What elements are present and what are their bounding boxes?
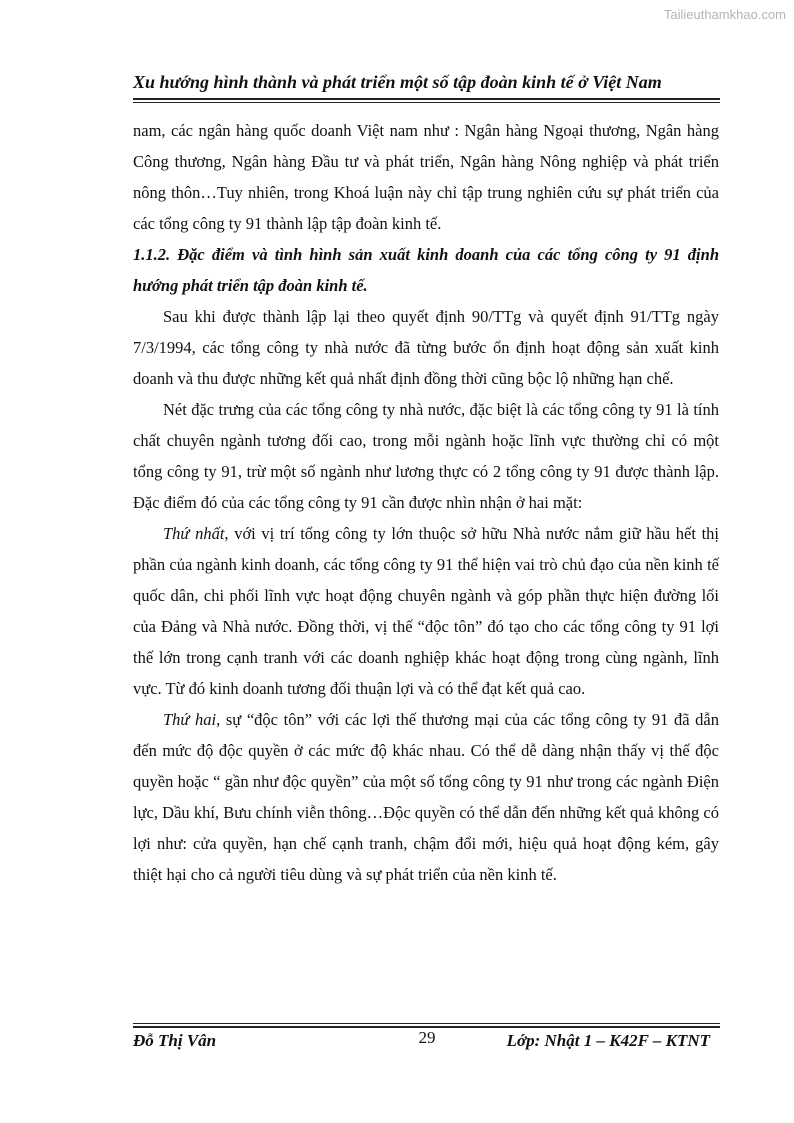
footer-rule-thin: [133, 1023, 720, 1024]
paragraph-second-aspect: [133, 704, 719, 890]
second-aspect-lead: Thứ hai: [163, 710, 217, 729]
document-body: [133, 115, 719, 890]
paragraph-characteristics: Nét đặc trưng của các tổng công ty nhà nước, đặc biệt là các tổng công ty 91 là tính chất chuyên ngành tương đối cao, trong mỗi ngành hoặc lĩnh vực thường chỉ có một tổng công ty 91, trừ một số ngành như lương thực có 2 tổng công ty 91 được thành lập. Đặc điểm đó của các tổng công ty 91 cần được nhìn nhận ở hai mặt:: [133, 400, 719, 512]
section-heading: 1.1.2. Đặc điểm và tình hình sản xuất kinh doanh của các tổng công ty 91 định hướng phát triển tập đoàn kinh tế.: [133, 245, 719, 295]
header-rule: [133, 98, 720, 100]
paragraph-first-aspect: [133, 518, 719, 704]
first-aspect-lead: Thứ nhất: [163, 524, 225, 543]
page-header-title: Xu hướng hình thành và phát triển một số tập đoàn kinh tế ở Việt Nam: [133, 72, 662, 92]
header-rule-thin: [133, 102, 720, 103]
page-number: 29: [418, 1028, 436, 1047]
watermark: Tailieuthamkhao.com: [663, 7, 786, 22]
paragraph-background: Sau khi được thành lập lại theo quyết định 90/TTg và quyết định 91/TTg ngày 7/3/1994, các tổng công ty nhà nước đã từng bước ổn định hoạt động sản xuất kinh doanh và thu được những kết quả nhất định đồng thời cũng bộc lộ những hạn chế.: [133, 307, 719, 388]
paragraph-intro: nam, các ngân hàng quốc doanh Việt nam như : Ngân hàng Ngoại thương, Ngân hàng Công thương, Ngân hàng Đầu tư và phát triển, Ngân hàng Nông nghiệp và phát triển nông thôn…Tuy nhiên, trong Khoá luận này chỉ tập trung nghiên cứu sự phát triển của các tổng công ty 91 thành lập tập đoàn kinh tế.: [133, 121, 719, 233]
footer-class-info: Lớp: Nhật 1 – K42F – KTNT: [506, 1031, 710, 1050]
first-aspect-text: , với vị trí tổng công ty lớn thuộc sở hữu Nhà nước nắm giữ hầu hết thị phần của ngành kinh doanh, các tổng công ty 91 thể hiện vai trò chủ đạo của nền kinh tế quốc dân, chi phối lĩnh vực hoạt động chuyên ngành và góp phần thực hiện đường lối của Đảng và Nhà nước. Đồng thời, vị thế “độc tôn” đó tạo cho các tổng công ty 91 lợi thế lớn trong cạnh tranh với các doanh nghiệp khác hoạt động trong cùng ngành, lĩnh vực. Từ đó kinh doanh tương đối thuận lợi và có thể đạt kết quả cao.: [133, 524, 720, 698]
footer-author: Đỗ Thị Vân: [133, 1031, 217, 1050]
second-aspect-text: , sự “độc tôn” với các lợi thế thương mại của các tổng công ty 91 đã dẫn đến mức độ độc quyền ở các mức độ khác nhau. Có thể dễ dàng nhận thấy vị thế độc quyền hoặc “ gần như độc quyền” của một số tổng công ty 91 như trong các ngành Điện lực, Dầu khí, Bưu chính viễn thông…Độc quyền có thể dẫn đến những kết quả không có lợi như: cửa quyền, hạn chế cạnh tranh, chậm đổi mới, hiệu quả hoạt động kém, gây thiệt hại cho cả người tiêu dùng và sự phát triển của nền kinh tế.: [133, 710, 719, 884]
